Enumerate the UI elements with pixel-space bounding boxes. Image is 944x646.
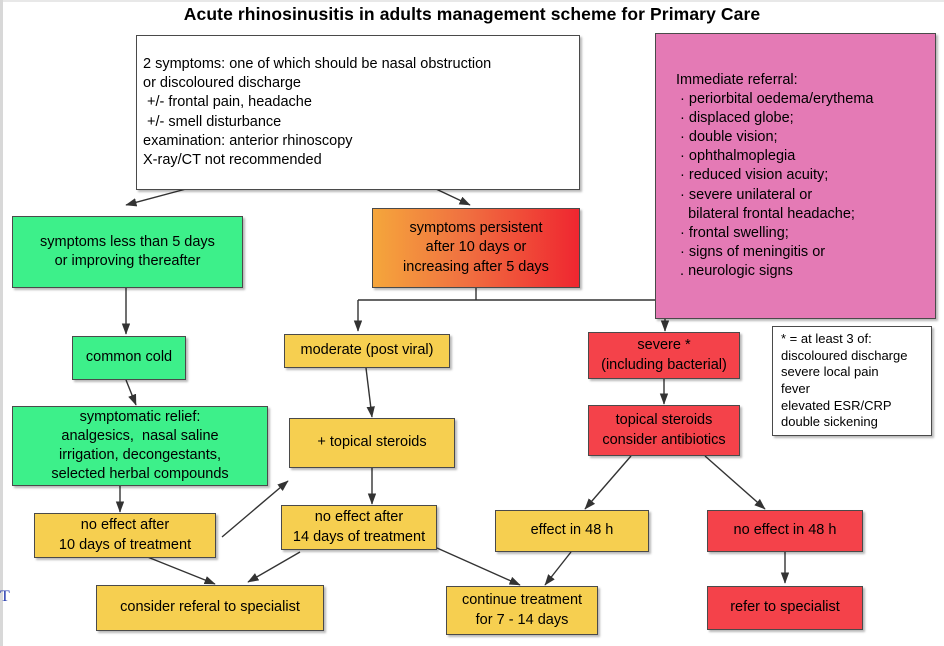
persistent-line-2: increasing after 5 days [403,258,549,275]
relief-line-2: irrigation, decongestants, [58,447,221,463]
footnote-line-5: double sickening [781,414,878,430]
effect-48h-label: effect in 48 h [530,522,614,539]
relief-line-0: symptomatic relief: [79,408,201,425]
referral-line-0: Immediate referral: [676,71,798,88]
box-symptoms-persistent [372,208,580,288]
referral-line-4: · ophthalmoplegia [676,148,796,165]
box-common-cold [72,336,186,380]
topical-steroids-label: + topical steroids [317,434,427,451]
referral-line-8: · frontal swelling; [676,224,789,241]
no-effect-14-line-1: 14 days of treatment [292,528,426,545]
edge-marker: T [0,588,10,605]
box-symptoms-line-4: examination: anterior rhinoscopy [143,132,353,149]
persistent-line-0: symptoms persistent [409,220,543,237]
box-symptoms [136,35,580,190]
relief-line-3: selected herbal compounds [51,466,229,483]
top-edge-strip [0,0,944,2]
ts-antibiotics-line-0: topical steroids [615,412,713,429]
consider-referal-label: consider referal to specialist [120,599,300,616]
no-effect-14-line-0: no effect after [314,509,404,526]
box-symptoms-less-than-5-days [12,216,243,288]
box-moderate-post-viral [284,334,450,368]
box-symptoms-line-5: X-ray/CT not recommended [143,151,322,168]
continue-line-0: continue treatment [461,592,583,609]
footnote-line-4: elevated ESR/CRP [781,397,892,413]
less5-line-1: or improving thereafter [54,253,201,269]
box-consider-referal-specialist [96,585,324,631]
box-symptoms-line-0: 2 symptoms: one of which should be nasal obstruction [143,56,492,73]
no-effect-10-line-0: no effect after [80,517,170,534]
box-symptoms-line-1: or discoloured discharge [143,75,301,92]
box-continue-treatment [446,586,598,635]
page-title: Acute rhinosinusitis in adults management scheme for Primary Care [183,4,761,24]
box-footnote-criteria [772,326,932,436]
left-edge-strip [0,0,3,646]
referral-line-6: · severe unilateral or [676,186,813,203]
no-effect-48h-label: no effect in 48 h [733,522,837,539]
referral-line-9: · signs of meningitis or [676,243,826,260]
common-cold-label: common cold [85,349,173,366]
referral-line-10: . neurologic signs [676,263,793,280]
refer-specialist-label: refer to specialist [730,599,840,616]
less5-line-0: symptoms less than 5 days [40,233,215,250]
footnote-line-2: severe local pain [781,364,879,380]
box-symptoms-line-3: +/- smell disturbance [143,113,282,130]
ts-antibiotics-line-1: consider antibiotics [602,431,726,448]
box-severe [588,332,740,379]
box-symptoms-line-2: +/- frontal pain, headache [143,94,312,111]
relief-line-1: analgesics, nasal saline [61,427,219,444]
referral-line-5: · reduced vision acuity; [676,167,829,184]
box-no-effect-10-days [34,513,216,558]
box-refer-specialist [707,586,863,630]
continue-line-1: for 7 - 14 days [475,611,569,628]
footnote-line-1: discoloured discharge [781,347,908,363]
box-topical-steroids-antibiotics [588,405,740,456]
box-no-effect-14-days [281,505,437,550]
referral-line-1: · periorbital oedema/erythema [676,90,874,107]
severe-line-0: severe * [637,337,691,354]
moderate-label: moderate (post viral) [300,342,434,359]
no-effect-10-line-1: 10 days of treatment [58,536,192,553]
persistent-line-1: after 10 days or [425,239,527,256]
box-effect-48h [495,510,649,552]
box-topical-steroids [289,418,455,468]
referral-line-7: bilateral frontal headache; [676,205,855,222]
referral-line-2: · displaced globe; [676,110,794,127]
referral-line-3: · double vision; [676,129,778,146]
severe-line-1: (including bacterial) [601,356,727,373]
footnote-line-0: * = at least 3 of: [781,331,872,347]
box-immediate-referral [655,33,936,319]
box-symptomatic-relief [12,406,268,486]
footnote-line-3: fever [781,381,810,396]
box-no-effect-48h [707,510,863,552]
